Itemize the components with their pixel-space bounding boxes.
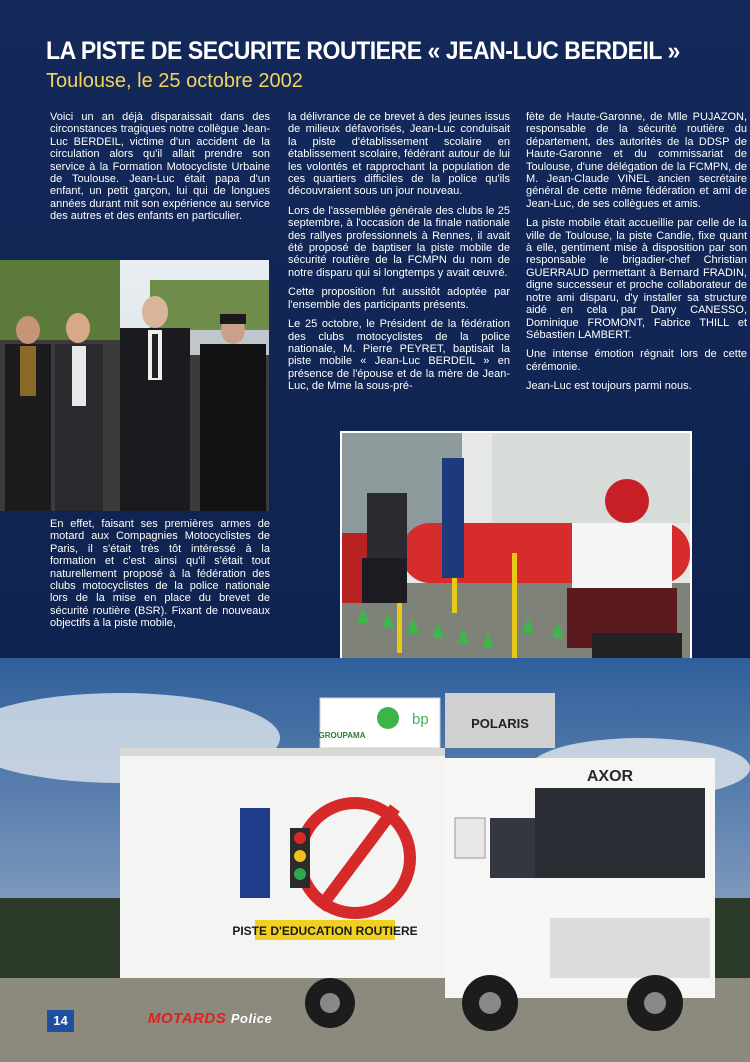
sponsor-bp-text: bp: [412, 711, 429, 728]
magazine-logo: [148, 1010, 272, 1027]
truck-banner-text: PISTE D'EDUCATION ROUTIERE: [232, 924, 418, 938]
article-title: LA PISTE DE SECURITE ROUTIERE « JEAN-LUC BERDEIL »: [46, 37, 680, 65]
training-track-photo: [340, 431, 692, 673]
column-3: [526, 111, 747, 400]
sponsor-polaris-text: POLARIS: [471, 716, 529, 731]
paragraph: Voici un an déjà disparaissait dans des circonstances tragiques notre collègue Jean-Luc BERDEIL, victime d'un accident de la circulation alors qu'il allait prendre son service à la Formation Motocycliste Urbaine de Toulouse. Jean-Luc était papa d'un enfant, un petit garçon, lui qui de longues années durant mit son expérience au service des autres et des enfants en particulier.: [50, 111, 270, 223]
paragraph: La piste mobile était accueillie par celle de la ville de Toulouse, la piste Candie, fixe quant à elle, gentiment mise à disposition par son responsable le brigadier-chef Christian GUERRAUD permettant à Bernard FRADIN, digne successeur et proche collaborateur de notre ami disparu, d'y installer sa structure aidé en cela par Dany CANESSO, Dominique FROMONT, Fabrice THILL et Sébastien LAMBERT.: [526, 217, 747, 341]
column-1-bottom: [50, 518, 270, 637]
truck-photo: [0, 658, 750, 1062]
bp-logo: [377, 707, 399, 729]
paragraph: En effet, faisant ses premières armes de motard aux Compagnies Motocyclistes de Paris, il s'était très tôt intéressé à la formation et c'est ainsi qu'il s'était tout naturellement proposé à la fédération des clubs motocyclistes de la police nationale lors de la mise en place du brevet de sécurité routière (BSR). Fixant de nouveaux objectifs à la piste mobile,: [50, 518, 270, 630]
magazine-name: MOTARDS: [148, 1010, 227, 1027]
magazine-sub: Police: [230, 1011, 273, 1026]
paragraph: Lors de l'assemblée générale des clubs le 25 septembre, à l'occasion de la finale nationale des rallyes professionnels à Rennes, il avait été proposé de baptiser la piste mobile de sécurité routière de la FCMPN du nom de notre disparu qui si longtemps y avait œuvré.: [288, 204, 510, 279]
page-number: 14: [47, 1010, 74, 1032]
article-subtitle: Toulouse, le 25 octobre 2002: [46, 70, 303, 92]
paragraph: Jean-Luc est toujours parmi nous.: [526, 380, 692, 393]
column-2: [288, 111, 510, 400]
paragraph: fète de Haute-Garonne, de Mlle PUJAZON, responsable de la sécurité routière du département, des autorités de la DDSP de Haute-Garonne et du commissariat de Toulouse, d'une délégation de la FCMPN, de M. Jean-Claude VINEL ancien secrétaire général de cette même fédération et ami de Jean-Luc, de ses collègues et amis.: [526, 111, 747, 210]
sponsor-groupama-text: GROUPAMA: [318, 731, 366, 740]
paragraph: Le 25 octobre, le Président de la fédération des clubs motocyclistes de la police nationale, M. Pierre PEYRET, baptisait la piste mobile « Jean-Luc BERDEIL » en présence de l'épouse et de la mère de Jean-Luc, de Mme la sous-pré-: [288, 318, 510, 393]
column-1-top: [50, 111, 270, 230]
paragraph: la délivrance de ce brevet à des jeunes issus de milieux défavorisés, Jean-Luc conduisait la piste d'établissement scolaire en établissement scolaire, fédérant autour de lui les volontés et rapprochant la population de ces quartiers difficiles de la police qu'ils découvraient sous un jour nouveau.: [288, 111, 510, 198]
paragraph: Une intense émotion régnait lors de cette cérémonie.: [526, 348, 747, 373]
truck-brand-text: AXOR: [586, 768, 634, 785]
ceremony-photo: [0, 260, 269, 511]
paragraph: Cette proposition fut aussitôt adoptée par l'ensemble des participants présents.: [288, 286, 510, 311]
